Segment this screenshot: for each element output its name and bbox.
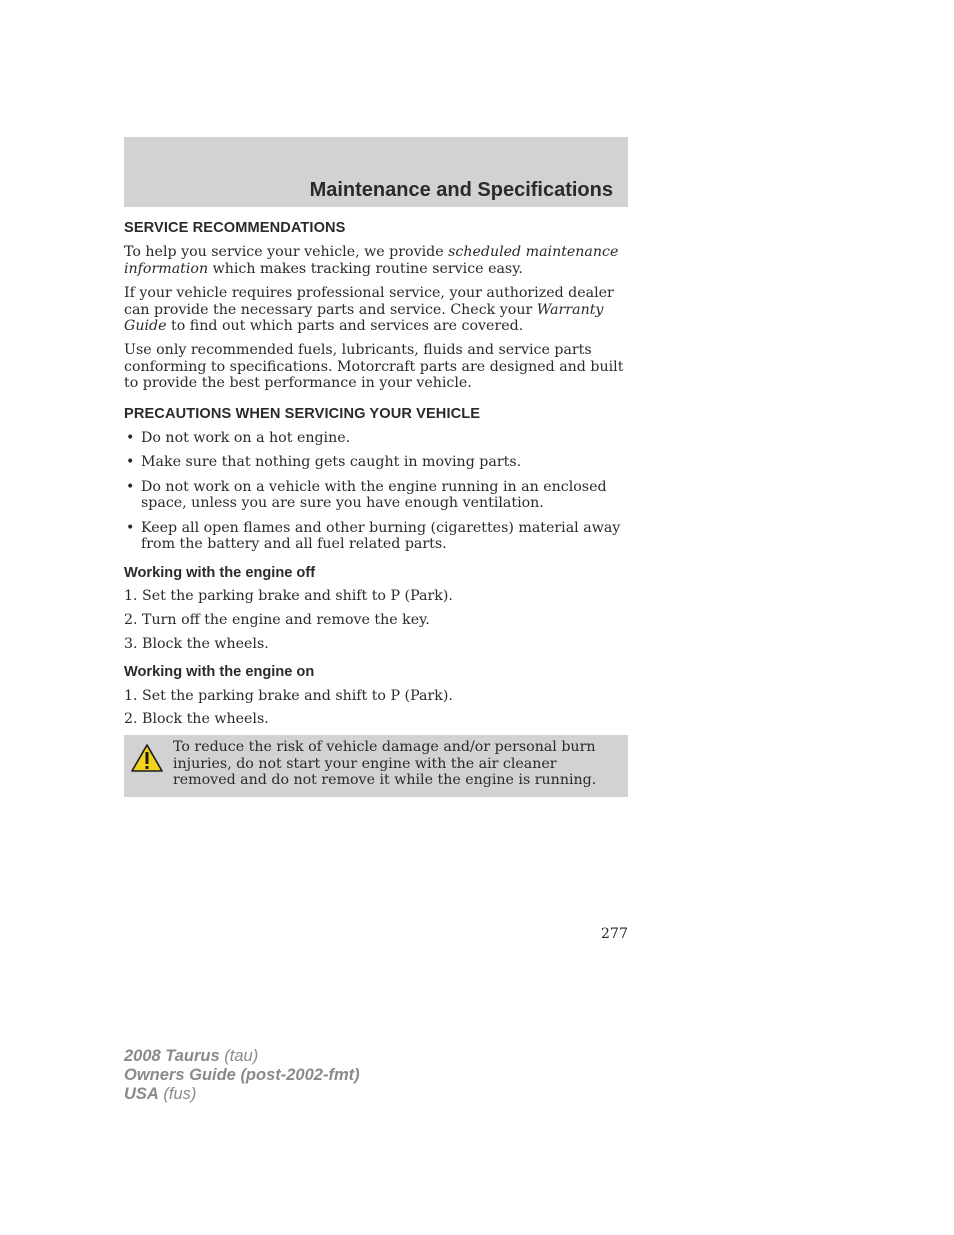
document-footer [124,1047,360,1104]
list-item: • Keep all open flames and other burning (cigarettes) material away from the battery and all fuel related parts. [124,520,628,553]
service-paragraph-1 [124,244,628,277]
list-item: 3. Block the wheels. [124,635,269,652]
footer-line-1 [124,1047,360,1066]
page-content [124,220,628,797]
service-p1-text: To help you service your vehicle, we provide [124,244,449,261]
list-item: • Do not work on a hot engine. [124,430,628,446]
footer-line-3 [124,1085,360,1104]
footer-line-2 [124,1066,360,1085]
service-p1-emphasis: scheduled maintenance information [124,244,619,277]
service-p2-text: If your vehicle requires professional service, your authorized dealer can provide the necessary parts and service. Check your [124,285,614,318]
list-item: • Make sure that nothing gets caught in moving parts. [124,454,628,470]
engine-on-steps [124,688,628,728]
footer-market: USA [124,1085,159,1103]
warning-triangle-icon [130,743,164,773]
chapter-header-band [124,137,628,207]
warranty-guide-emphasis: Warranty Guide [124,301,604,335]
engine-off-steps [124,588,628,652]
footer-market-code: (fus) [158,1085,197,1103]
engine-on-heading: Working with the engine on [124,664,315,681]
footer-guide-type: Owners Guide (post-2002-fmt) [124,1066,360,1084]
service-paragraph-2 [124,285,628,334]
list-item: 1. Set the parking brake and shift to P (Park). [124,687,453,704]
service-recommendations-heading: SERVICE RECOMMENDATIONS [124,220,346,236]
service-p1-text-end: which makes tracking routine service easy. [208,260,523,277]
footer-model: 2008 Taurus [124,1047,220,1065]
list-item: 2. Turn off the engine and remove the key. [124,611,430,628]
service-paragraph-3: Use only recommended fuels, lubricants, fluids and service parts conforming to specifications. Motorcraft parts are designed and built to provide the best performance in your vehicle. [124,342,624,392]
chapter-title: Maintenance and Specifications [309,179,613,201]
list-item: 1. Set the parking brake and shift to P (Park). [124,587,453,604]
footer-model-code: (tau) [219,1047,259,1065]
warning-box [124,735,628,796]
precautions-heading: PRECAUTIONS WHEN SERVICING YOUR VEHICLE [124,405,481,422]
engine-off-heading: Working with the engine off [124,564,316,581]
service-p2-text-end: to find out which parts and services are covered. [166,318,524,335]
precautions-list [124,430,628,552]
list-item: 2. Block the wheels. [124,711,269,728]
page-number: 277 [600,926,628,942]
warning-text: To reduce the risk of vehicle damage and/or personal burn injuries, do not start your engine with the air cleaner removed and do not remove it while the engine is running. [173,739,597,789]
list-item: • Do not work on a vehicle with the engine running in an enclosed space, unless you are sure you have enough ventilation. [124,479,628,512]
